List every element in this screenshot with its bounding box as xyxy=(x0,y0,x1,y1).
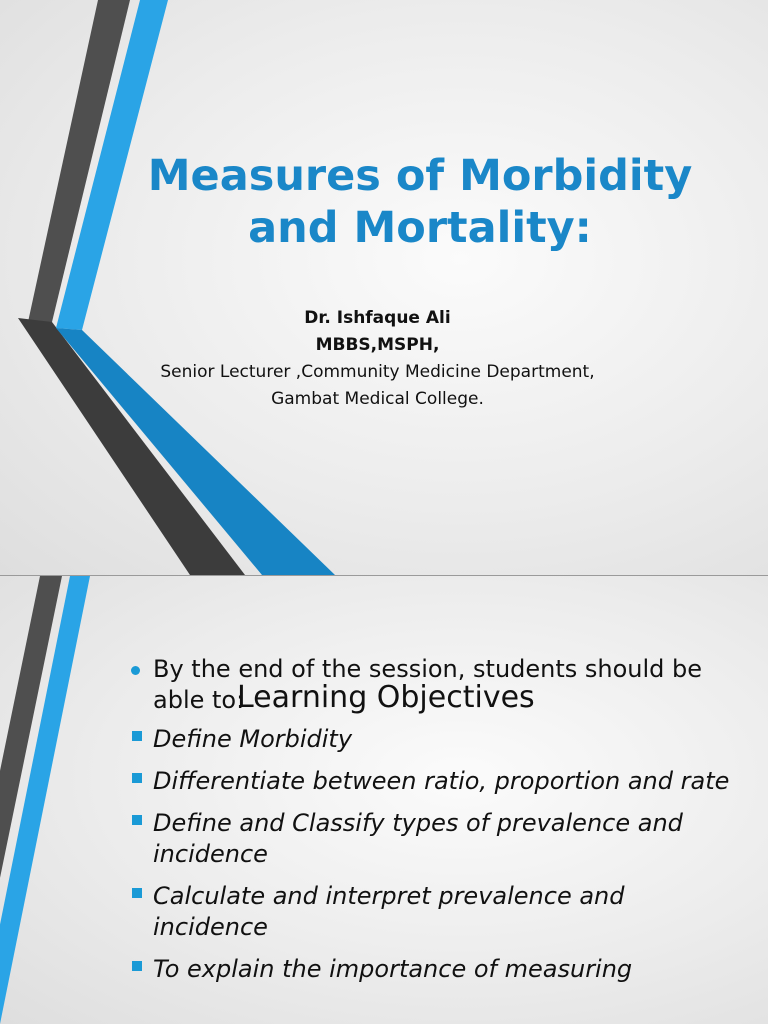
objective-text: Differentiate between ratio, proportion and rate xyxy=(153,767,730,795)
author-institution: Gambat Medical College. xyxy=(271,389,484,409)
objective-item xyxy=(128,808,738,870)
author-name: Dr. Ishfaque Ali xyxy=(304,308,451,328)
square-bullet-icon xyxy=(132,773,142,783)
title-line-1: Measures of Morbidity xyxy=(147,151,693,201)
objectives-slide xyxy=(0,576,768,1024)
author-block xyxy=(0,305,755,413)
bullet-dot-icon xyxy=(131,666,140,675)
square-bullet-icon xyxy=(132,961,142,971)
objectives-heading: Learning Objectives xyxy=(237,680,535,715)
title-line-2: and Mortality: xyxy=(248,203,592,253)
objective-text: To explain the importance of measuring xyxy=(153,955,633,983)
author-degrees: MBBS,MSPH, xyxy=(315,335,440,355)
objective-item xyxy=(128,881,738,943)
square-bullet-icon xyxy=(132,731,142,741)
objective-text: Define and Classify types of prevalence and incidence xyxy=(153,809,683,868)
objective-item xyxy=(128,766,738,797)
author-position: Senior Lecturer ,Community Medicine Department, xyxy=(160,362,595,382)
objective-item xyxy=(128,724,738,755)
square-bullet-icon xyxy=(132,888,142,898)
objective-text: Calculate and interpret prevalence and incidence xyxy=(153,882,625,941)
presentation-title xyxy=(120,150,720,254)
objective-item xyxy=(128,954,738,985)
intro-text: By the end of the session, students should be able to: xyxy=(153,655,703,714)
square-bullet-icon xyxy=(132,815,142,825)
objectives-list xyxy=(128,724,738,985)
objective-text: Define Morbidity xyxy=(153,725,353,753)
